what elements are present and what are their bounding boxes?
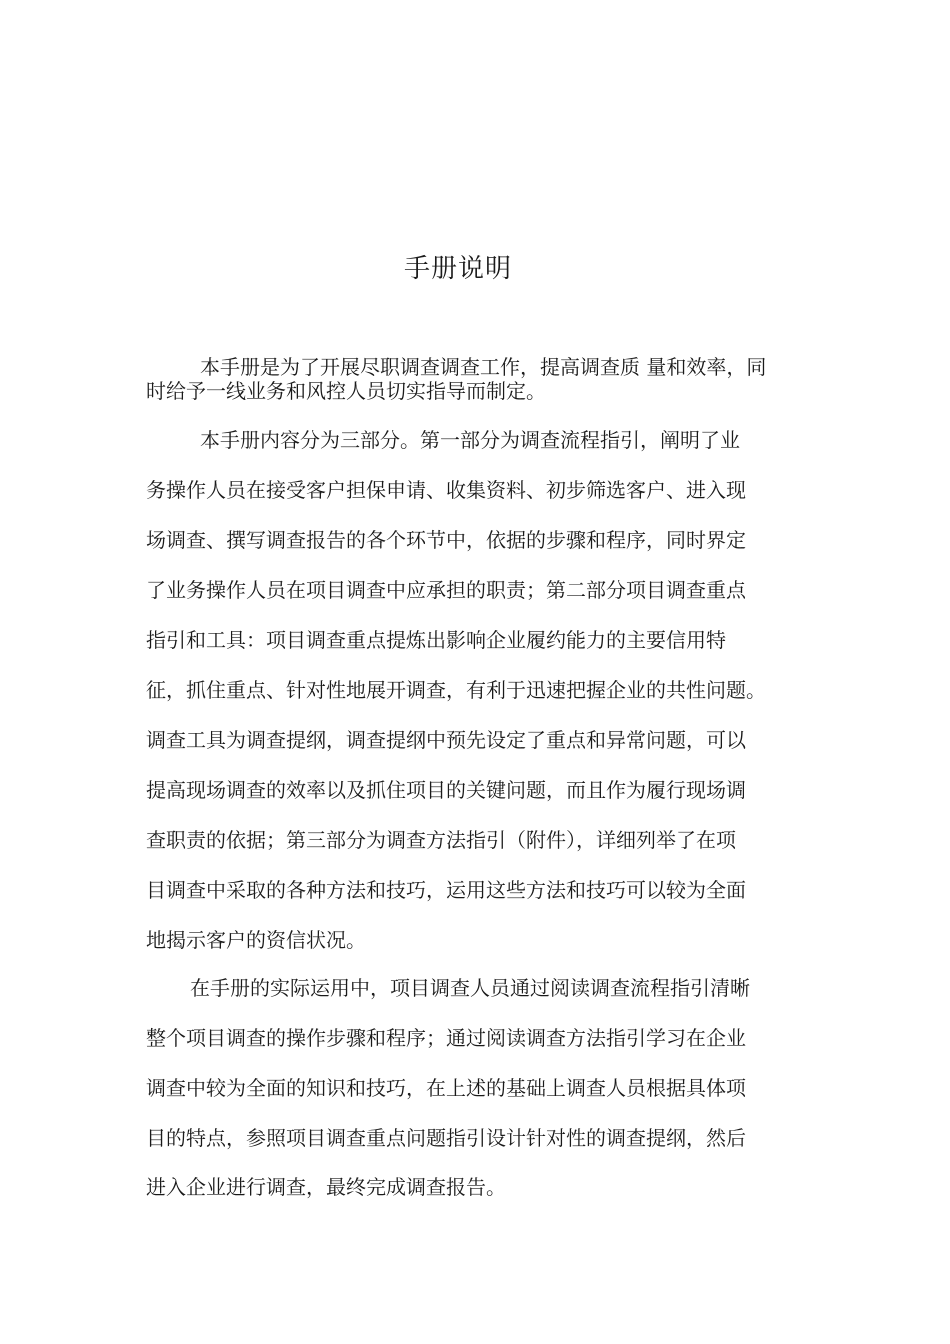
paragraph-1-line-1: 本手册是为了开展尽职调查调查工作，提高调查质 量和效率，同 (200, 355, 767, 379)
paragraph-2-line-2: 务操作人员在接受客户担保申请、收集资料、初步筛选客户、进入现 (146, 478, 746, 502)
paragraph-2-line-11: 地揭示客户的资信状况。 (146, 928, 366, 952)
paragraph-1-line-2: 时给予一线业务和风控人员切实指导而制定。 (146, 379, 546, 403)
page-title: 手册说明 (403, 254, 512, 284)
paragraph-3-line-1: 在手册的实际运用中，项目调查人员通过阅读调查流程指引清晰 (190, 976, 750, 1000)
paragraph-2-line-10: 目调查中采取的各种方法和技巧，运用这些方法和技巧可以较为全面 (146, 878, 746, 902)
paragraph-3-line-5: 进入企业进行调查，最终完成调查报告。 (146, 1175, 506, 1199)
paragraph-2-line-4: 了业务操作人员在项目调查中应承担的职责；第二部分项目调查重点 (146, 578, 746, 602)
paragraph-2-line-6: 征，抓住重点、针对性地展开调查，有利于迅速把握企业的共性问题。 (146, 678, 766, 702)
paragraph-2-line-5: 指引和工具：项目调查重点提炼出影响企业履约能力的主要信用特 (146, 628, 726, 652)
paragraph-3-line-2: 整个项目调查的操作步骤和程序；通过阅读调查方法指引学习在企业 (146, 1026, 746, 1050)
paragraph-3-line-3: 调查中较为全面的知识和技巧，在上述的基础上调查人员根据具体项 (146, 1076, 746, 1100)
paragraph-2-line-8: 提高现场调查的效率以及抓住项目的关键问题，而且作为履行现场调 (146, 778, 746, 802)
paragraph-2-line-7: 调查工具为调查提纲，调查提纲中预先设定了重点和异常问题，可以 (146, 728, 746, 752)
paragraph-3-line-4: 目的特点，参照项目调查重点问题指引设计针对性的调查提纲，然后 (146, 1126, 746, 1150)
paragraph-2-line-9: 查职责的依据；第三部分为调查方法指引（附件），详细列举了在项 (146, 828, 736, 852)
paragraph-2-line-1: 本手册内容分为三部分。第一部分为调查流程指引，阐明了业 (200, 428, 740, 452)
paragraph-2-line-3: 场调查、撰写调查报告的各个环节中，依据的步骤和程序，同时界定 (146, 528, 746, 552)
